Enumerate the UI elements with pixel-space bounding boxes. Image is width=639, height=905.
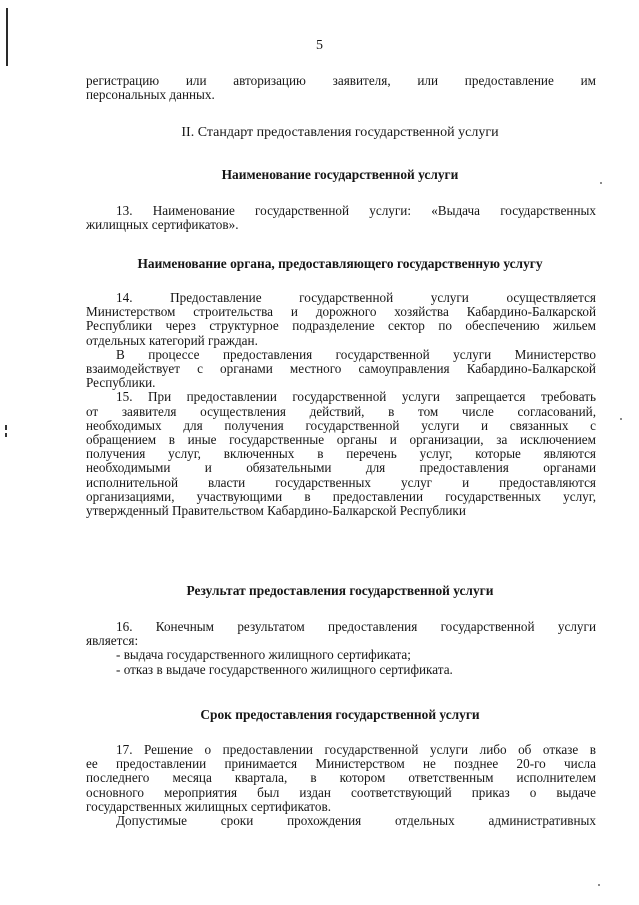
page-number: 5 (316, 38, 323, 53)
text-line: 16. Конечным результатом предоставления государственной услуги (116, 619, 596, 634)
text-line: жилищных сертификатов». (86, 217, 239, 233)
list-item: - отказ в выдаче государственного жилищного сертификата. (116, 661, 453, 677)
text-line: обращением в иные государственные органы и организации, за исключением (86, 432, 596, 448)
paragraph-14 (86, 291, 596, 518)
text-line: отдельных категорий граждан. (86, 332, 258, 348)
heading-service-name: Наименование государственной услуги (221, 167, 459, 182)
text-line: Республики через структурное подразделение сектор по обеспечению жильем (86, 318, 596, 334)
paragraph-17 (86, 743, 596, 828)
paragraph-13 (86, 204, 596, 232)
text-line: основного мероприятия был издан соответствующий приказ о выдаче (86, 784, 596, 800)
text-line: 13. Наименование государственной услуги: «Выдача государственных (116, 203, 596, 218)
text-line: ее предоставлении принимается Министерством не позднее 20-го числа (86, 756, 596, 772)
text-line: 14. Предоставление государственной услуги осуществляется (116, 290, 596, 305)
text-line: от заявителя осуществления действий, в том числе согласований, (86, 403, 596, 419)
scan-artifact-mark (5, 433, 7, 437)
text-line: 15. При предоставлении государственной услуги запрещается требовать (116, 389, 596, 405)
text-line: получения услуг, включенных в перечень услуг, которые являются (86, 446, 596, 462)
text-line: исполнительной власти государственных услуг и предоставляются (86, 474, 596, 490)
text-line: необходимыми и обязательными для предоставления органами (86, 460, 596, 476)
text-line: персональных данных. (86, 87, 215, 103)
text-line: является: (86, 633, 139, 649)
list-item: - выдача государственного жилищного сертификата; (116, 647, 411, 663)
paragraph-16 (86, 620, 596, 677)
text-line: регистрацию или авторизацию заявителя, или предоставление им (86, 73, 596, 88)
heading-service-result: Результат предоставления государственной услуги (186, 583, 494, 598)
scan-artifact-line (6, 8, 8, 66)
text-line: В процессе предоставления государственной услуги Министерство (116, 346, 596, 362)
text-line: Допустимые сроки прохождения отдельных административных (116, 813, 596, 829)
text-line: необходимых для получения государственной услуги и связанных с (86, 417, 596, 433)
text-line: утвержденный Правительством Кабардино-Балкарской Республики (86, 503, 466, 519)
section-title: II. Стандарт предоставления государственной услуги (181, 125, 499, 140)
text-line: взаимодействует с органами местного самоуправления Кабардино-Балкарской (86, 361, 596, 377)
text-line: Республики. (86, 375, 156, 391)
text-line: организациями, участвующими в предоставлении государственных услуг, (86, 488, 596, 504)
scan-artifact-mark (5, 425, 7, 430)
text-line: 17. Решение о предоставлении государственной услуги либо об отказе в (116, 742, 596, 757)
scan-artifact-dot (598, 884, 600, 886)
intro-paragraph (86, 74, 596, 102)
text-line: последнего месяца квартала, в котором ответственным исполнителем (86, 770, 596, 786)
text-line: Министерством строительства и дорожного хозяйства Кабардино-Балкарской (86, 304, 596, 320)
scan-artifact-dot (620, 418, 622, 420)
text-line: государственных жилищных сертификатов. (86, 798, 331, 814)
heading-service-authority: Наименование органа, предоставляющего государственную услугу (137, 256, 543, 271)
heading-service-term: Срок предоставления государственной услуги (200, 707, 480, 722)
